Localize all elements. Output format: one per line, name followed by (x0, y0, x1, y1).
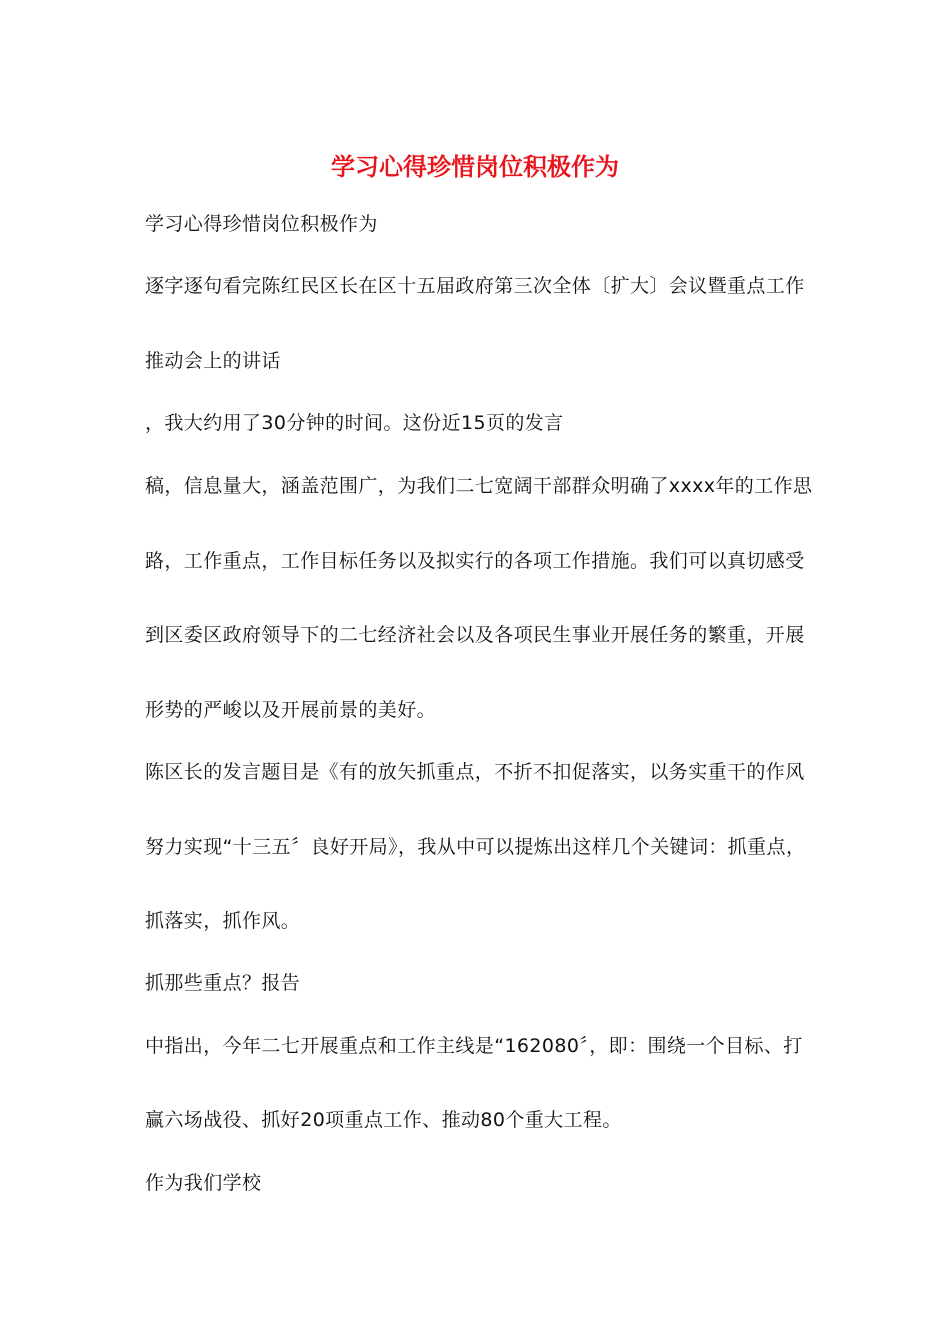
paragraph-line: 抓那些重点？报告 (145, 972, 301, 994)
paragraph-line: 推动会上的讲话 (145, 350, 281, 372)
paragraph-line: 赢六场战役、抓好20项重点工作、推动80个重大工程。 (145, 1109, 622, 1131)
paragraph-line: 路，工作重点，工作目标任务以及拟实行的各项工作措施。我们可以真切感受 (145, 550, 805, 572)
paragraph-line: 到区委区政府领导下的二七经济社会以及各项民生事业开展任务的繁重，开展 (145, 624, 805, 646)
paragraph-line: ，我大约用了30分钟的时间。这份近15页的发言 (145, 412, 564, 434)
paragraph-line: 抓落实，抓作风。 (145, 910, 301, 932)
document-title: 学习心得珍惜岗位积极作为 (331, 153, 619, 181)
paragraph-line: 稿，信息量大，涵盖范围广，为我们二七宽阔干部群众明确了xxxx年的工作思 (145, 475, 813, 497)
paragraph-line: 中指出，今年二七开展重点和工作主线是“162080〞，即：围绕一个目标、打 (145, 1035, 803, 1057)
paragraph-line: 逐字逐句看完陈红民区长在区十五届政府第三次全体〔扩大〕会议暨重点工作 (145, 275, 805, 297)
paragraph-line: 形势的严峻以及开展前景的美好。 (145, 699, 437, 721)
paragraph-line: 学习心得珍惜岗位积极作为 (145, 213, 378, 235)
paragraph-line: 陈区长的发言题目是《有的放矢抓重点，不折不扣促落实，以务实重干的作风 (145, 761, 805, 783)
paragraph-line: 努力实现“十三五〞良好开局》，我从中可以提炼出这样几个关键词：抓重点， (145, 836, 806, 858)
paragraph-line: 作为我们学校 (145, 1172, 262, 1194)
